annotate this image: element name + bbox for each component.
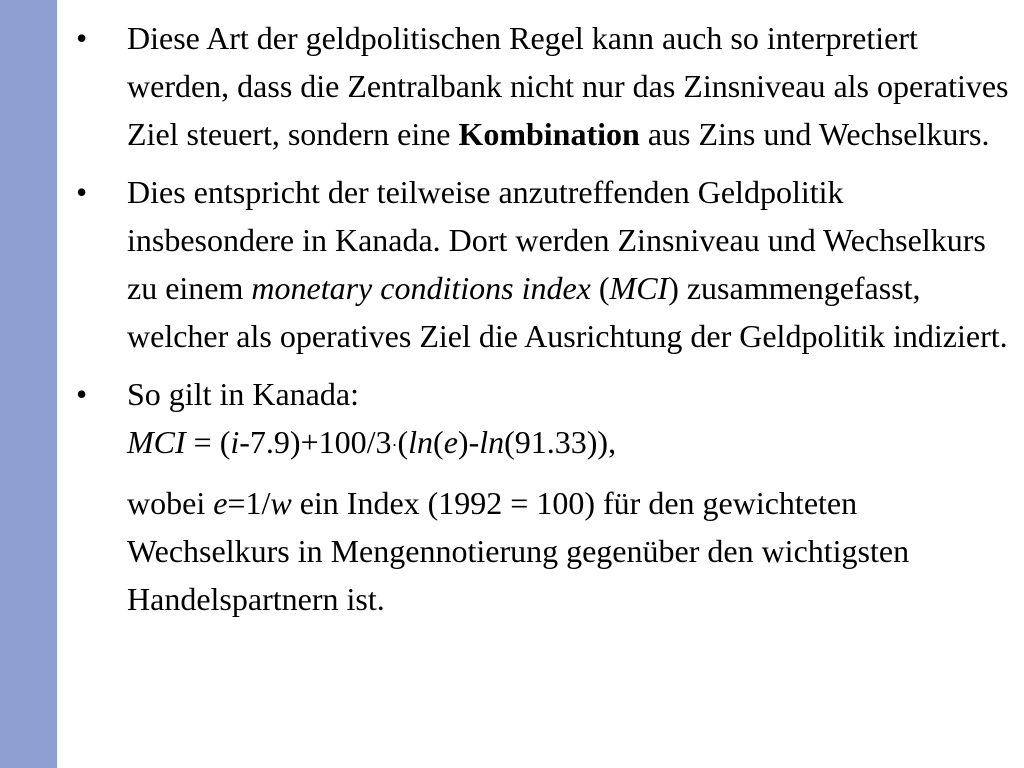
formula-eq: = ( (185, 424, 231, 460)
slide-content (76, 14, 1016, 623)
formula-ln-2: ln (479, 424, 505, 460)
note-e: e (213, 485, 228, 521)
bullet-2-text-a: Dies entspricht der teilweise anzutreffenden Geldpolitik insbesondere in Kanada. Dort werden Zinsniveau und Wechselkurs zu einem (127, 174, 986, 306)
bullet-item-1 (76, 14, 1016, 158)
bullet-1-text-a: Diese Art der geldpolitischen Regel kann auch so interpretiert werden, dass die Zentralbank nicht nur das Zinsniveau als operatives Ziel steuert, sondern eine (127, 20, 1009, 152)
formula-p4: )- (457, 424, 480, 460)
note-text-c: ein Index (1992 = 100) für den gewichteten Wechselkurs in Mengennotierung gegenüber den wichtigsten Handelspartnern ist. (127, 485, 910, 617)
note-w: w (270, 485, 292, 521)
mci-formula (127, 418, 1016, 469)
bullet-1-bold-term: Kombination (458, 116, 640, 152)
bullet-2-text-b: ( (590, 270, 610, 306)
formula-ln-1: ln (408, 424, 434, 460)
formula-p2: ( (397, 424, 409, 460)
formula-p3: ( (433, 424, 444, 460)
bullet-1-text-b: aus Zins und Wechselkurs. (639, 116, 990, 152)
bullet-2-text-c: ) zusammengefasst, welcher als operatives Ziel die Ausrichtung der Geldpolitik indiziert. (127, 270, 1008, 354)
formula-dot: · (391, 435, 398, 455)
bullet-3-intro: So gilt in Kanada: (127, 376, 359, 412)
bullet-2-italic-term: monetary conditions index (251, 270, 591, 306)
bullet-item-2 (76, 168, 1016, 360)
formula-p1: -7.9)+100/3 (239, 424, 392, 460)
note-text-b: =1/ (227, 485, 271, 521)
bullet-icon: • (76, 174, 88, 210)
bullet-item-3 (76, 370, 1016, 623)
formula-i: i (230, 424, 240, 460)
bullet-icon: • (76, 376, 88, 412)
formula-e: e (443, 424, 458, 460)
note-text-a: wobei (127, 485, 214, 521)
bullet-icon: • (76, 20, 88, 56)
formula-mci: MCI (127, 424, 186, 460)
left-accent-bar (0, 0, 57, 768)
bullet-2-mci-abbrev: MCI (609, 270, 669, 306)
formula-note (127, 479, 1016, 623)
formula-p5: (91.33)), (504, 424, 617, 460)
